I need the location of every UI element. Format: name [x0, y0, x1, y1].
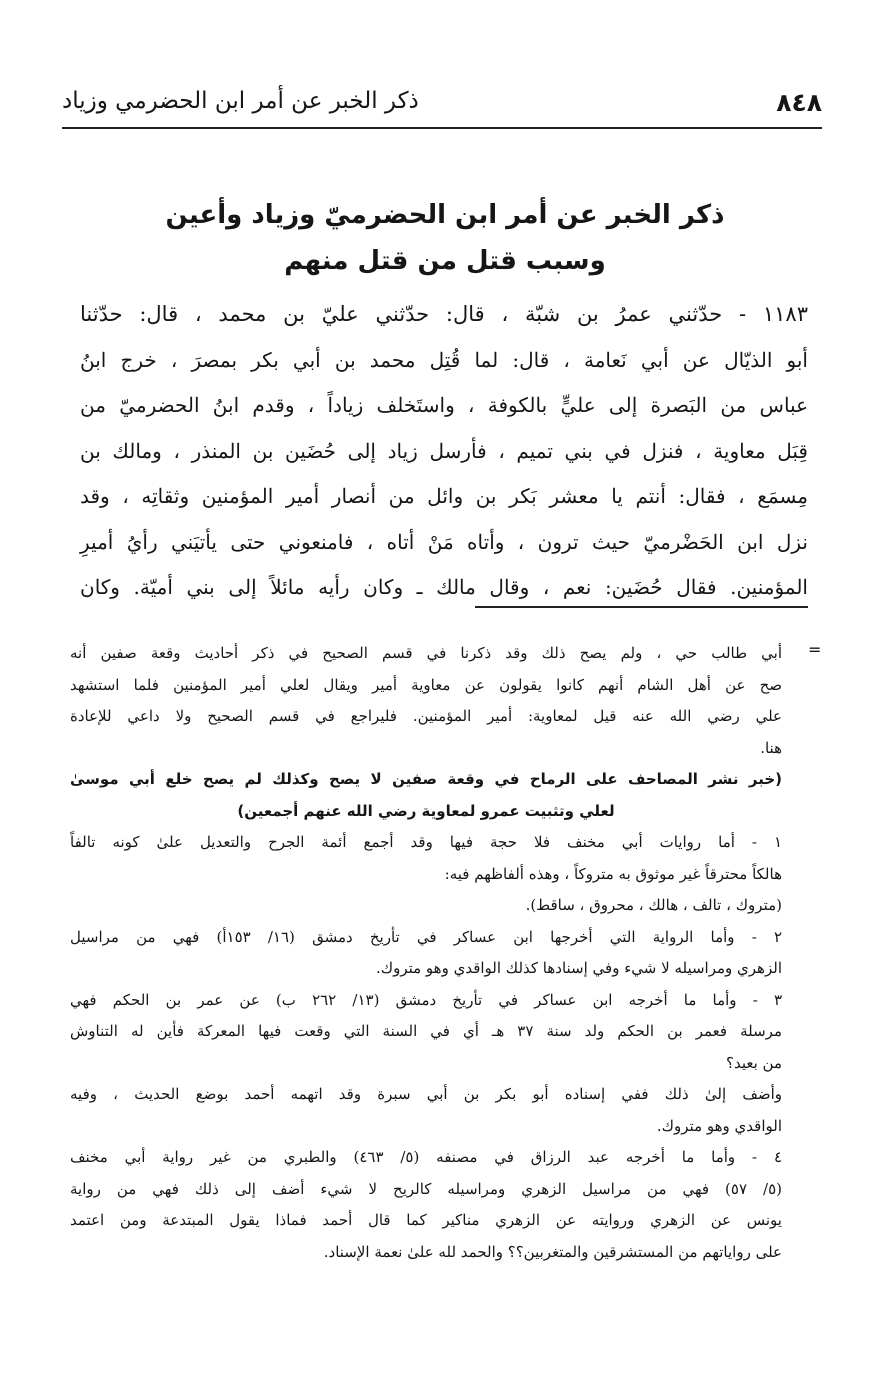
main-text-line: نزل ابن الحَضْرميّ حيث ترون ، وأتاه مَنْ أتاه ، فامنعوني حتى يأتيَني رأيُ أميرِ [80, 529, 808, 554]
footnote-continuation-mark: = [808, 640, 822, 659]
footnotes [70, 638, 782, 1268]
footnote-line: ٢ - وأما الرواية التي أخرجها ابن عساكر في تأريخ دمشق (١٦/ ١٥٣أ) فهي من مراسيل [70, 927, 783, 946]
main-text-line: عباس من البَصرة إلى عليٍّ بالكوفة ، واستَخلف زياداً ، وقدم ابنُ الحضرميّ من [80, 393, 809, 417]
main-text-line: المؤمنين. فقال حُضَين: نعم ، وقال مالك ـ وكان رأيه مائلاً إلى بني أميّة. وكان [80, 575, 808, 599]
footnote-line: هالكاً محترقاً غير موثوق به متروكاً ، وهذه ألفاظهم فيه: [444, 864, 782, 883]
footnote-line: صح عن أهل الشام أنهم كانوا يقولون عن معاوية أمير ويقال لعلي أمير المؤمنين فلما استشهد [70, 675, 782, 694]
footnote-line: الزهري ومراسيله لا شيء وفي إسنادها كذلك الواقدي وهو متروك. [375, 959, 782, 977]
main-text-line: قِبَل معاوية ، فنزل في بني تميم ، فأرسل زياد إلى حُضَين بن المنذر ، ومالك بن [80, 438, 808, 463]
chapter-title [100, 192, 790, 284]
running-head [62, 82, 822, 126]
main-text-line: مِسمَع ، فقال: أنتم يا معشر بَكر بن وائل من أنصار أمير المؤمنين وثقاتِه ، وقد [80, 484, 809, 508]
footnote-line: (متروك ، تالف ، هالك ، محروق ، ساقط). [525, 896, 782, 914]
header-rule [62, 127, 822, 129]
footnote-line: مرسلة فعمر بن الحكم ولد سنة ٣٧ هـ أي في السنة التي وقعت فيها المعركة فأين له التناوش [70, 1022, 782, 1040]
main-text [80, 292, 808, 611]
footnote-heading-line: (خبر نشر المصاحف على الرماح في وقعة صفين لا يصح وكذلك لم يصح خلع أبي موسىٰ [70, 770, 782, 788]
footnote-line: من بعيد؟ [726, 1053, 782, 1072]
main-text-line: أبو الذيّال عن أبي نَعامة ، قال: لما قُتِل محمد بن أبي بكر بمصرَ ، خرج ابنُ [80, 347, 808, 372]
chapter-title-line: ذكر الخبر عن أمر ابن الحضرميّ وزياد وأعين [165, 200, 725, 230]
page-number: ٨٤٨ [776, 88, 822, 117]
footnote-line: على رواياتهم من المستشرقين والمتغربين؟؟ والحمد لله علىٰ نعمة الإسناد. [323, 1242, 782, 1261]
footnote-line: (٥/ ٥٧) فهي من مراسيل الزهري ومراسيله كالريح لا شيء أضف إلى ذلك فهي من رواية [70, 1179, 782, 1198]
chapter-title-line: وسبب قتل من قتل منهم [284, 246, 606, 276]
footnote-line: ٤ - وأما ما أخرجه عبد الرزاق في مصنفه (٥/ ٤٦٣) والطبري من غير رواية أبي مخنف [70, 1148, 782, 1166]
footnote-line: علي رضي الله عنه قيل لمعاوية: أمير المؤمنين. فليراجع في قسم الصحيح ولا داعي للإعادة [70, 707, 782, 725]
footnote-line: ١ - أما روايات أبي مخنف فلا حجة فيها وقد أجمع أئمة الجرح والتعديل علىٰ كونه تالفاً [70, 833, 782, 851]
footnote-line: أبي طالب حي ، ولم يصح ذلك وقد ذكرنا في قسم الصحيح في ذكر أحاديث وقعة صفين أنه [70, 644, 782, 662]
footnote-line: هنا. [760, 738, 782, 757]
footnote-line: يونس عن الزهري وروايته عن الزهري مناكير كما قال أحمد فماذا يقول المبتدعة ومن اعتمد [70, 1211, 782, 1229]
footnote-line: الواقدي وهو متروك. [656, 1116, 782, 1135]
footnote-line: وأضف إلىٰ ذلك ففي إسناده أبو بكر بن أبي سبرة وقد اتهمه أحمد بوضع الحديث ، وفيه [70, 1085, 782, 1103]
footnote-heading-line: لعلي وتثبيت عمرو لمعاوية رضي الله عنهم أجمعين) [237, 801, 615, 820]
running-title: ذكر الخبر عن أمر ابن الحضرمي وزياد [62, 88, 419, 114]
footnote-separator [475, 606, 808, 608]
main-text-line: ١١٨٣ - حدّثني عمرُ بن شبّة ، قال: حدّثني عليّ بن محمد ، قال: حدّثنا [80, 302, 808, 326]
footnote-line: ٣ - وأما ما أخرجه ابن عساكر في تأريخ دمشق (١٣/ ٢٦٢ ب) عن عمر بن الحكم فهي [70, 990, 782, 1009]
